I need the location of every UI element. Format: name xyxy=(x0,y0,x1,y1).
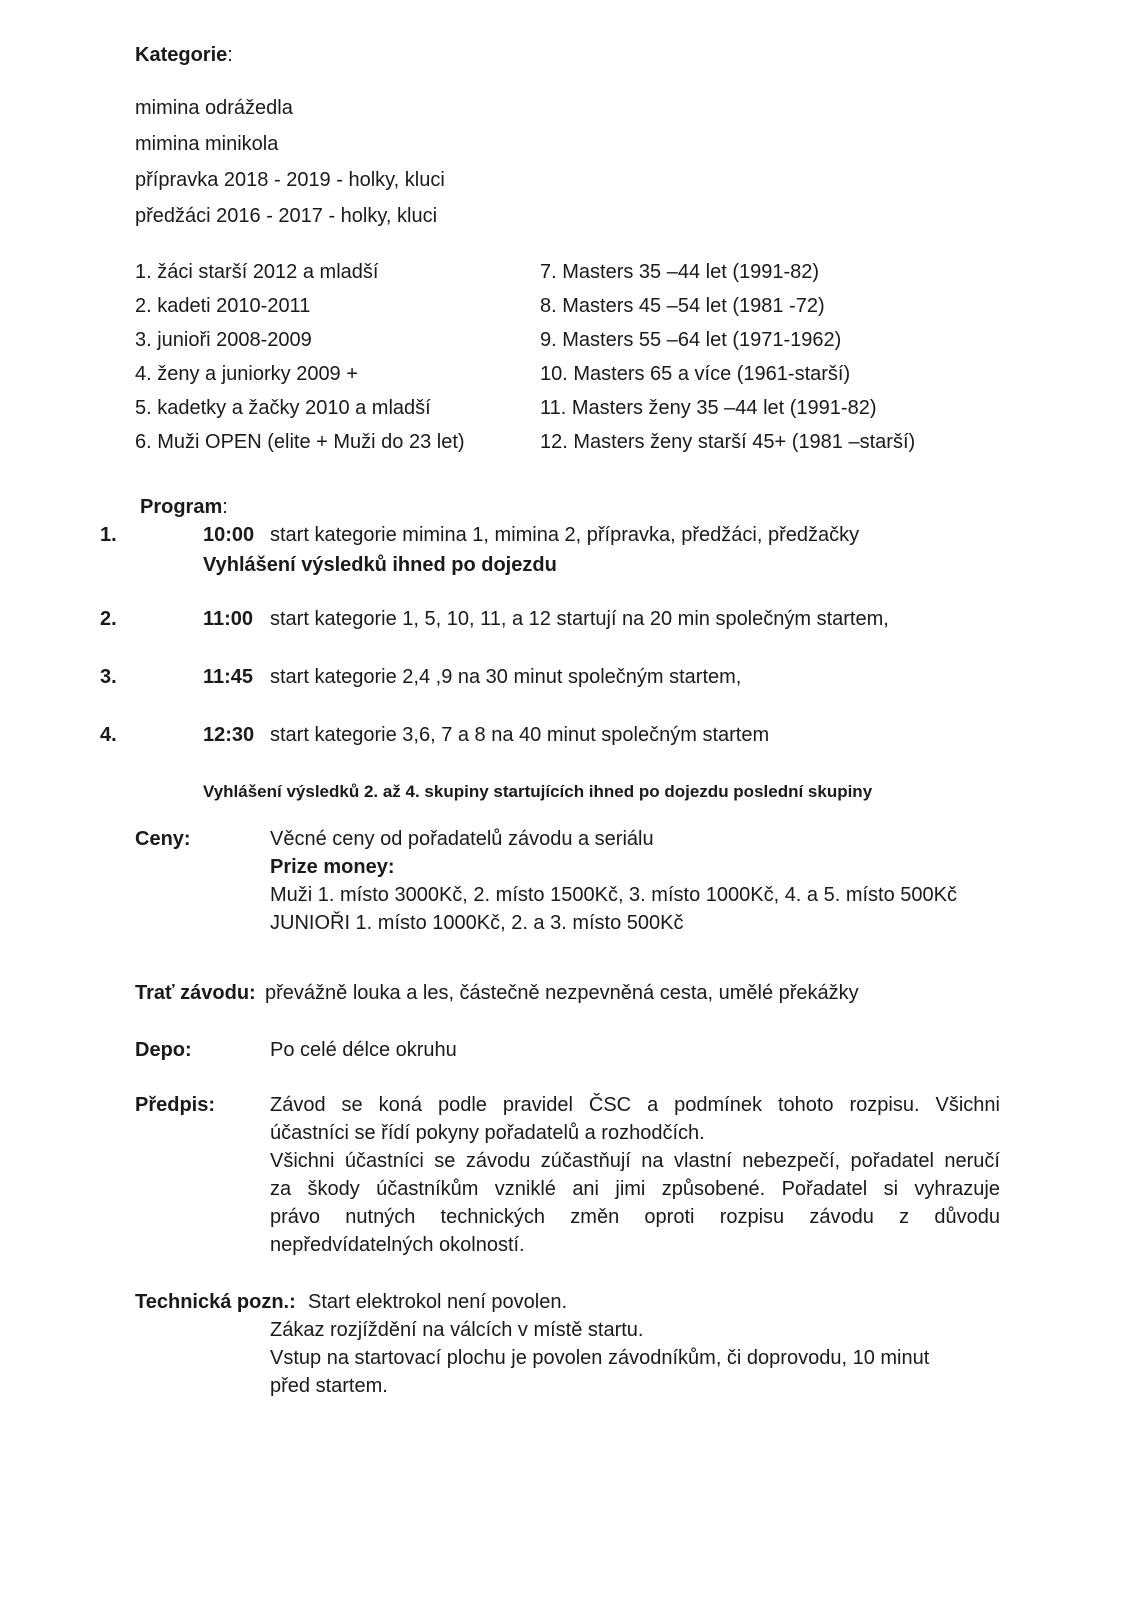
program-results-note: Vyhlášení výsledků ihned po dojezdu xyxy=(203,554,557,576)
list-item: přípravka 2018 - 2019 - holky, kluci xyxy=(135,169,445,191)
ceny-line: JUNIOŘI 1. místo 1000Kč, 2. a 3. místo 500Kč xyxy=(270,912,684,934)
technicka-content xyxy=(270,1316,1000,1400)
predpis-line: právo nutných technických změn oproti rozpisu závodu z důvodu xyxy=(270,1206,1000,1228)
list-item: 7. Masters 35 –44 let (1991-82) xyxy=(540,261,820,283)
ceny-line: Muži 1. místo 3000Kč, 2. místo 1500Kč, 3. místo 1000Kč, 4. a 5. místo 500Kč xyxy=(270,884,958,906)
predpis-line: Závod se koná podle pravidel ČSC a podmínek tohoto rozpisu. Všichni xyxy=(270,1094,1000,1116)
categories-right-column xyxy=(540,255,915,459)
predpis-line: účastníci se řídí pokyny pořadatelů a rozhodčích. xyxy=(270,1122,705,1144)
predpis-line: za škody účastníkům vzniklé ani jimi způsobené. Pořadatel si vyhrazuje xyxy=(270,1178,1000,1200)
program-row-number: 4. xyxy=(100,724,117,746)
technicka-line: před startem. xyxy=(270,1375,388,1397)
ceny-line: Věcné ceny od pořadatelů závodu a seriálu xyxy=(270,828,654,850)
program-row-3 xyxy=(100,660,1060,694)
categories-left-column xyxy=(135,255,465,459)
program-row-2 xyxy=(100,602,1060,636)
list-item: předžáci 2016 - 2017 - holky, kluci xyxy=(135,205,438,227)
predpis-content xyxy=(270,1091,1000,1259)
program-row-number: 1. xyxy=(100,524,117,546)
list-item: 10. Masters 65 a více (1961-starší) xyxy=(540,363,851,385)
list-item: 1. žáci starší 2012 a mladší xyxy=(135,261,379,283)
kategorie-title: Kategorie xyxy=(135,44,228,66)
technicka-label: Technická pozn.: xyxy=(135,1291,296,1313)
program-row-4 xyxy=(100,718,1060,752)
technicka-line: Vstup na startovací plochu je povolen závodníkům, či doprovodu, 10 minut xyxy=(270,1347,930,1369)
ceny-label: Ceny: xyxy=(135,828,191,850)
kategorie-colon: : xyxy=(227,44,233,66)
program-row-number: 2. xyxy=(100,608,117,630)
predpis-line: Všichni účastníci se závodu zúčastňují na vlastní nebezpečí, pořadatel neručí xyxy=(270,1150,1000,1172)
program-row-text: start kategorie mimina 1, mimina 2, přípravka, předžáci, předžačky xyxy=(270,524,860,546)
prize-money-heading: Prize money: xyxy=(270,856,395,878)
program-groups-results-note: Vyhlášení výsledků 2. až 4. skupiny startujících ihned po dojezdu poslední skupiny xyxy=(203,782,873,801)
depo-label: Depo: xyxy=(135,1039,192,1061)
list-item: 2. kadeti 2010-2011 xyxy=(135,295,311,317)
program-row-text: start kategorie 3,6, 7 a 8 na 40 minut společným startem xyxy=(270,724,770,746)
kategorie-heading xyxy=(135,38,233,72)
program-row-number: 3. xyxy=(100,666,117,688)
list-item: 6. Muži OPEN (elite + Muži do 23 let) xyxy=(135,431,465,453)
program-row-1 xyxy=(100,518,1060,552)
program-title: Program xyxy=(140,496,223,518)
kategorie-list xyxy=(135,90,445,234)
program-row-time: 11:45 xyxy=(203,666,254,688)
program-row-time: 11:00 xyxy=(203,608,254,630)
predpis-line: nepředvídatelných okolností. xyxy=(270,1234,525,1256)
program-row-text: start kategorie 1, 5, 10, 11, a 12 startují na 20 min společným startem, xyxy=(270,608,889,630)
list-item: mimina odrážedla xyxy=(135,97,293,119)
predpis-label: Předpis: xyxy=(135,1094,216,1116)
technicka-line: Start elektrokol není povolen. xyxy=(308,1291,568,1313)
program-row-time: 12:30 xyxy=(203,724,255,746)
ceny-content xyxy=(270,825,1000,937)
list-item: 3. junioři 2008-2009 xyxy=(135,329,312,351)
list-item: 5. kadetky a žačky 2010 a mladší xyxy=(135,397,431,419)
program-row-time: 10:00 xyxy=(203,524,255,546)
program-colon: : xyxy=(222,496,228,518)
list-item: 11. Masters ženy 35 –44 let (1991-82) xyxy=(540,397,877,419)
list-item: mimina minikola xyxy=(135,133,279,155)
list-item: 9. Masters 55 –64 let (1971-1962) xyxy=(540,329,842,351)
technicka-line: Zákaz rozjíždění na válcích v místě startu. xyxy=(270,1319,644,1341)
list-item: 8. Masters 45 –54 let (1981 -72) xyxy=(540,295,825,317)
trat-text: převážně louka a les, částečně nezpevněná cesta, umělé překážky xyxy=(265,982,859,1004)
trat-label: Trať závodu: xyxy=(135,982,256,1004)
program-row-text: start kategorie 2,4 ,9 na 30 minut společným startem, xyxy=(270,666,742,688)
depo-text: Po celé délce okruhu xyxy=(270,1039,457,1061)
list-item: 4. ženy a juniorky 2009 + xyxy=(135,363,358,385)
list-item: 12. Masters ženy starší 45+ (1981 –starší) xyxy=(540,431,916,453)
